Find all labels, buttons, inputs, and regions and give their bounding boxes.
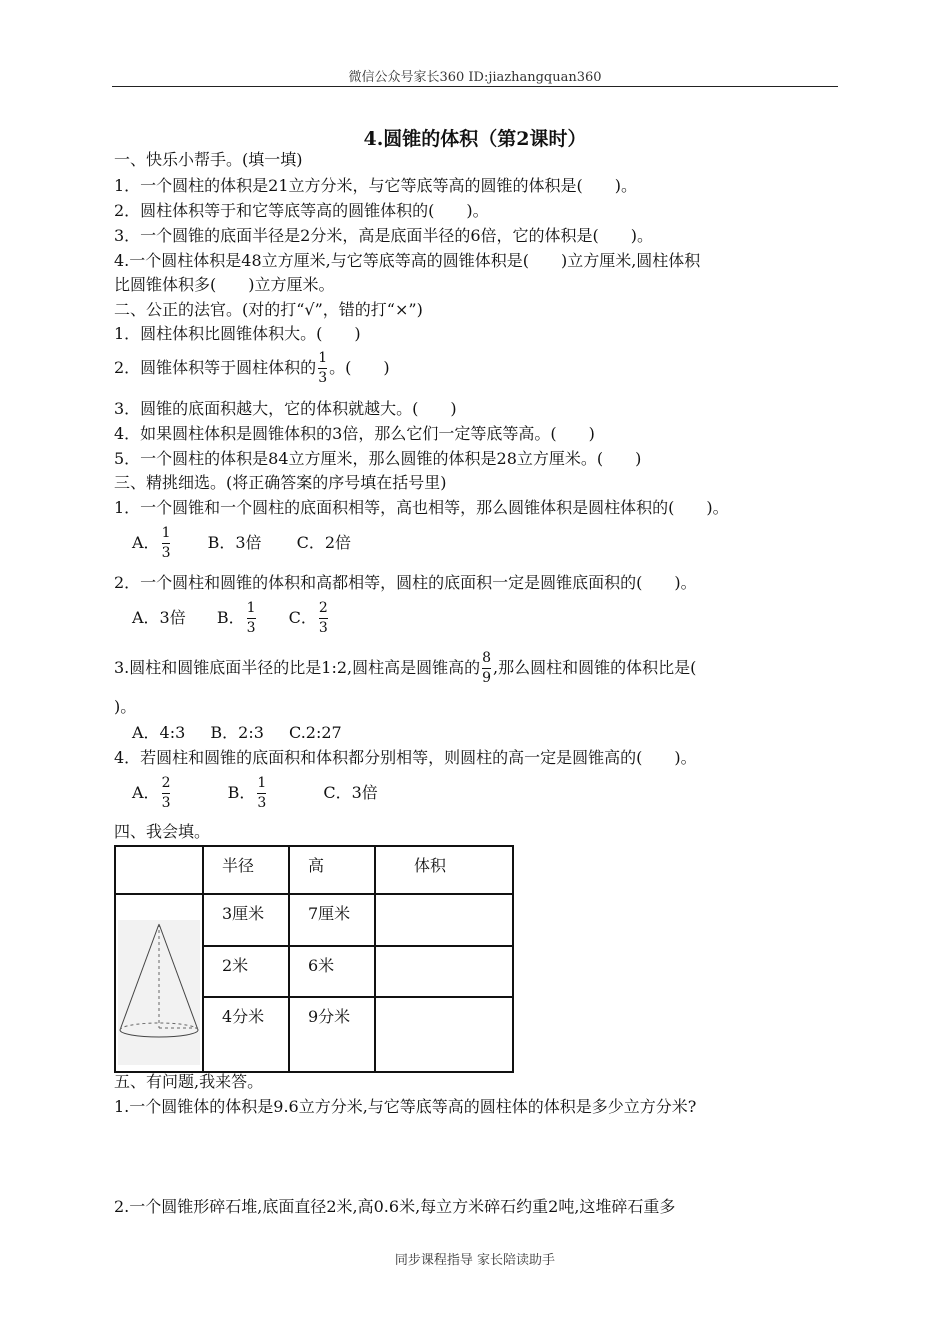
s3-q3-pre: 3.圆柱和圆锥底面半径的比是1:2,圆柱高是圆锥高的 — [114, 658, 481, 677]
s3-q4-option-b-label: B． — [227, 783, 256, 802]
cone-image-cell — [115, 894, 203, 1072]
table-header-height: 高 — [289, 846, 375, 894]
s1-q4-line2: 比圆锥体积多( )立方厘米。 — [114, 275, 335, 294]
s3-q4-options — [132, 775, 378, 812]
section1-heading: 一、快乐小帮手。(填一填) — [114, 150, 303, 169]
table-cell-radius-1: 3厘米 — [203, 894, 289, 946]
s3-q2: 2．一个圆柱和圆锥的体积和高都相等，圆柱的底面积一定是圆锥底面积的( )。 — [114, 573, 697, 592]
section5-heading: 五、有问题,我来答。 — [114, 1072, 264, 1091]
table-cell-volume-1 — [375, 894, 513, 946]
s3-q4-option-c: C．3倍 — [323, 783, 378, 802]
s2-q2-pre: 2．圆锥体积等于圆柱体积的 — [114, 358, 317, 377]
s3-q1-option-a-fraction: $\frac{1}{3}$ — [161, 525, 171, 561]
s3-q4-option-a-label: A． — [132, 783, 160, 802]
s3-q2-option-b-label: B． — [216, 608, 245, 627]
s1-q1: 1．一个圆柱的体积是21立方分米，与它等底等高的圆锥的体积是( )。 — [114, 176, 638, 195]
s3-q3-option-b: B．2:3 — [210, 723, 264, 742]
table-header-radius: 半径 — [203, 846, 289, 894]
s1-q3: 3．一个圆锥的底面半径是2分米，高是底面半径的6倍，它的体积是( )。 — [114, 226, 654, 245]
table-header-row — [115, 846, 513, 894]
table-header-volume: 体积 — [375, 846, 513, 894]
s2-q1: 1．圆柱体积比圆锥体积大。( ) — [114, 324, 361, 343]
fraction-one-third: $\frac{1}{3}$ — [318, 350, 328, 386]
table-cell-radius-3: 4分米 — [203, 997, 289, 1072]
s3-q1-option-a-label: A． — [132, 533, 160, 552]
s1-q2: 2．圆柱体积等于和它等底等高的圆锥体积的( )。 — [114, 201, 489, 220]
s2-q3: 3．圆锥的底面积越大，它的体积就越大。( ) — [114, 399, 457, 418]
s3-q4-option-a-fraction: $\frac{2}{3}$ — [161, 775, 171, 811]
s3-q3 — [114, 650, 696, 687]
s3-q1-option-c: C．2倍 — [296, 533, 352, 552]
table-header-blank — [115, 846, 203, 894]
page-footer: 同步课程指导 家长陪读助手 — [394, 1253, 556, 1268]
s2-q2 — [114, 350, 390, 387]
section4-heading: 四、我会填。 — [114, 822, 211, 841]
s1-q4-line1: 4.一个圆柱体积是48立方厘米,与它等底等高的圆锥体积是( )立方厘米,圆柱体积 — [114, 251, 701, 270]
s5-q1: 1.一个圆锥体的体积是9.6立方分米,与它等底等高的圆柱体的体积是多少立方分米? — [114, 1097, 697, 1116]
section3-heading: 三、精挑细选。(将正确答案的序号填在括号里) — [114, 473, 447, 492]
table-cell-volume-3 — [375, 997, 513, 1072]
s3-q1-option-b: B．3倍 — [207, 533, 262, 552]
table-cell-volume-2 — [375, 946, 513, 998]
s3-q3-options — [132, 723, 342, 743]
s3-q2-options — [132, 600, 330, 637]
s3-q3-post: ,那么圆柱和圆锥的体积比是( — [493, 658, 697, 677]
s3-q2-option-c-fraction: $\frac{2}{3}$ — [318, 600, 328, 636]
s3-q2-option-c-label: C． — [288, 608, 317, 627]
cone-volume-table — [114, 845, 514, 1073]
s3-q3-option-a: A．4:3 — [132, 723, 186, 742]
table-cell-height-1: 7厘米 — [289, 894, 375, 946]
page-title: 4.圆锥的体积（第2课时） — [363, 128, 587, 150]
s3-q3-option-c: C.2:27 — [289, 723, 342, 742]
section2-heading: 二、公正的法官。(对的打“√”，错的打“×”) — [114, 300, 423, 319]
s3-q2-option-a: A．3倍 — [132, 608, 186, 627]
s3-q1-options — [132, 525, 351, 562]
table-row — [115, 894, 513, 946]
s3-q2-option-b-fraction: $\frac{1}{3}$ — [246, 600, 256, 636]
s3-q3-cont: )。 — [114, 697, 137, 716]
s3-q4: 4．若圆柱和圆锥的底面积和体积都分别相等，则圆柱的高一定是圆锥高的( )。 — [114, 748, 697, 767]
s3-q1: 1．一个圆锥和一个圆柱的底面积相等，高也相等，那么圆锥体积是圆柱体积的( )。 — [114, 498, 729, 517]
table-cell-height-2: 6米 — [289, 946, 375, 998]
page-header: 微信公众号家长360 ID:jiazhangquan360 — [348, 70, 602, 85]
header-divider — [112, 86, 838, 87]
fraction-eight-ninths: $\frac{8}{9}$ — [482, 650, 492, 686]
table-cell-height-3: 9分米 — [289, 997, 375, 1072]
s2-q2-post: 。( ) — [329, 358, 390, 377]
s5-q2: 2.一个圆锥形碎石堆,底面直径2米,高0.6米,每立方米碎石约重2吨,这堆碎石重多 — [114, 1197, 676, 1216]
s2-q5: 5．一个圆柱的体积是84立方厘米，那么圆锥的体积是28立方厘米。( ) — [114, 449, 642, 468]
s3-q4-option-b-fraction: $\frac{1}{3}$ — [257, 775, 267, 811]
table-cell-radius-2: 2米 — [203, 946, 289, 998]
s2-q4: 4．如果圆柱体积是圆锥体积的3倍，那么它们一定等底等高。( ) — [114, 424, 595, 443]
cone-diagram — [116, 895, 202, 1067]
